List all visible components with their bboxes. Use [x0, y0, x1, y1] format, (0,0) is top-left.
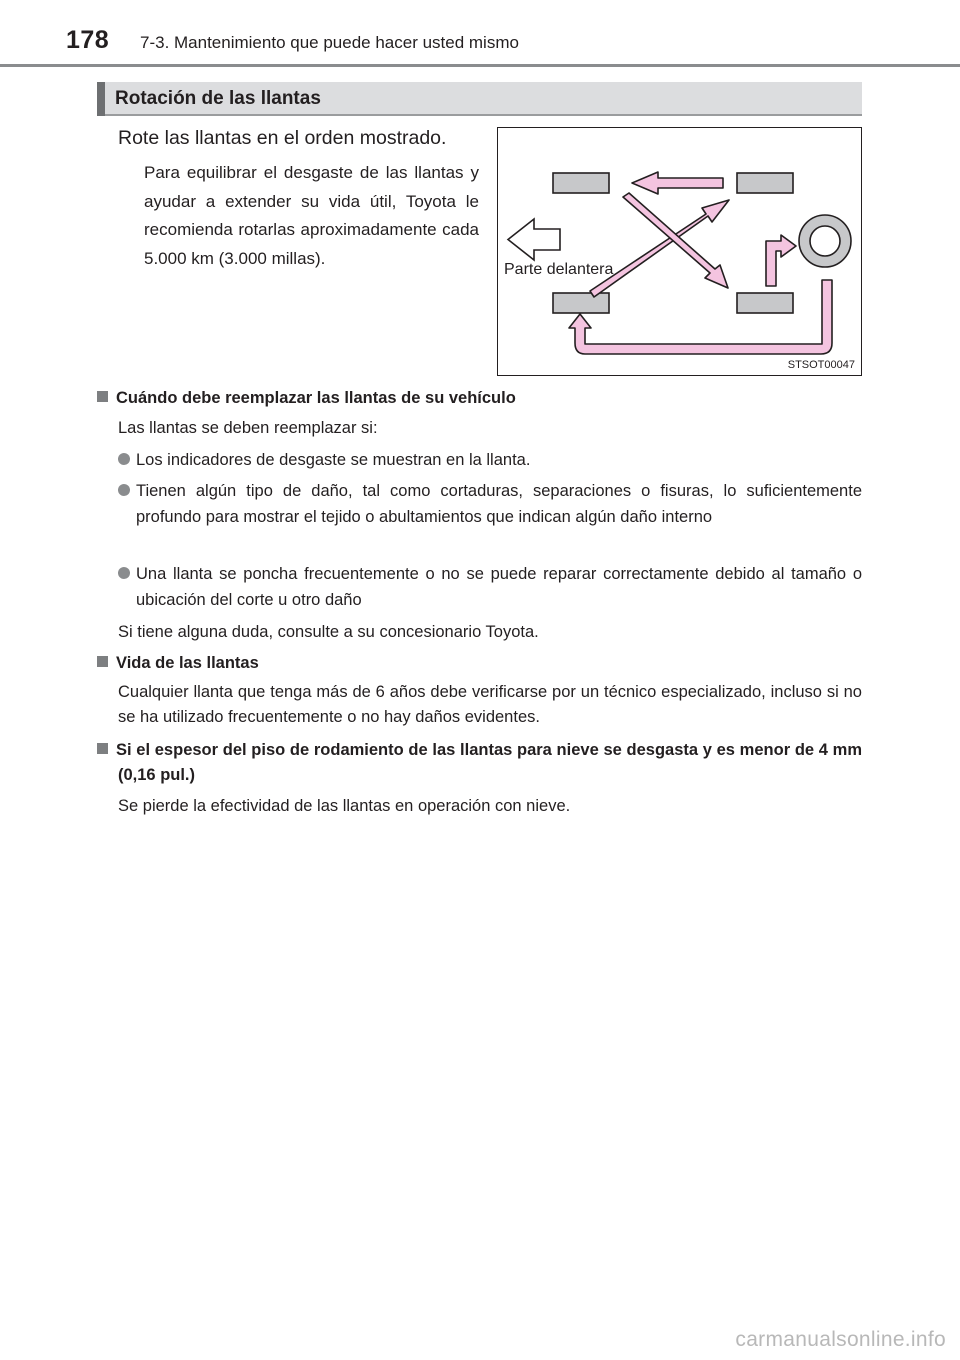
section-title: Rotación de las llantas [115, 88, 321, 109]
square-bullet-icon [97, 743, 108, 754]
circle-bullet-icon [118, 484, 130, 496]
front-label: Parte delantera [504, 261, 614, 278]
tire-rear-left [553, 293, 609, 313]
topic-heading-snow-tires [97, 738, 862, 788]
running-head: 7-3. Mantenimiento que puede hacer usted mismo [140, 33, 519, 52]
rotation-lead-text: Rote las llantas en el orden mostrado. [118, 127, 447, 149]
tire-rotation-diagram [497, 127, 862, 376]
topic-intro: Las llantas se deben reemplazar si: [118, 419, 378, 437]
rotation-arrow-front [632, 172, 723, 194]
tire-front-right [737, 173, 793, 193]
page-number: 178 [66, 26, 110, 54]
section-tab-marker [97, 82, 105, 116]
tire-rotation-svg [498, 128, 860, 374]
figure-code: STSOT00047 [787, 359, 855, 371]
topic-body: Se pierde la efectividad de las llantas en operación con nieve. [118, 797, 571, 815]
square-bullet-icon [97, 391, 108, 402]
topic-heading-replace [97, 386, 862, 411]
topic-heading-tire-life [97, 651, 862, 676]
topic-heading-text: Cuándo debe reemplazar las llantas de su vehículo [116, 389, 516, 407]
rotation-arrow-diagonal-up [590, 200, 729, 297]
topic-heading-text: Vida de las llantas [116, 654, 259, 672]
square-bullet-icon [97, 656, 108, 667]
circle-bullet-icon [118, 453, 130, 465]
section-title-bar [97, 82, 862, 116]
tire-rear-right [737, 293, 793, 313]
watermark: carmanualsonline.info [735, 1328, 946, 1351]
list-item-text: Una llanta se poncha frecuentemente o no se puede reparar correctamente debido al tamaño o ubicación del corte u otro daño [136, 565, 862, 609]
header-rule [0, 64, 960, 67]
topic-heading-text: Si el espesor del piso de rodamiento de las llantas para nieve se desgasta y es menor de 4 mm (0,16 pul.) [116, 741, 862, 784]
topic-closing: Si tiene alguna duda, consulte a su concesionario Toyota. [118, 623, 539, 641]
tire-front-left [553, 173, 609, 193]
front-direction-arrow [508, 219, 560, 260]
rotation-arrow-spare-to-rear [569, 280, 832, 354]
page-header [0, 0, 960, 66]
list-item-text: Tienen algún tipo de daño, tal como cortaduras, separaciones o fisuras, lo suficientemente profundo para mostrar el tejido o abultamientos que indican algún daño interno [136, 482, 862, 526]
rotation-intro-text: Para equilibrar el desgaste de las llantas y ayudar a extender su vida útil, Toyota le recomienda rotarlas aproximadamente cada 5.000 km (3.000 millas). [144, 163, 479, 268]
rotation-arrow-to-spare [766, 235, 796, 286]
list-item-text: Los indicadores de desgaste se muestran en la llanta. [136, 451, 531, 469]
topic-body: Cualquier llanta que tenga más de 6 años debe verificarse por un técnico especializado, incluso si no se ha utilizado frecuentemente o no hay daños evidentes. [118, 683, 862, 726]
circle-bullet-icon [118, 567, 130, 579]
